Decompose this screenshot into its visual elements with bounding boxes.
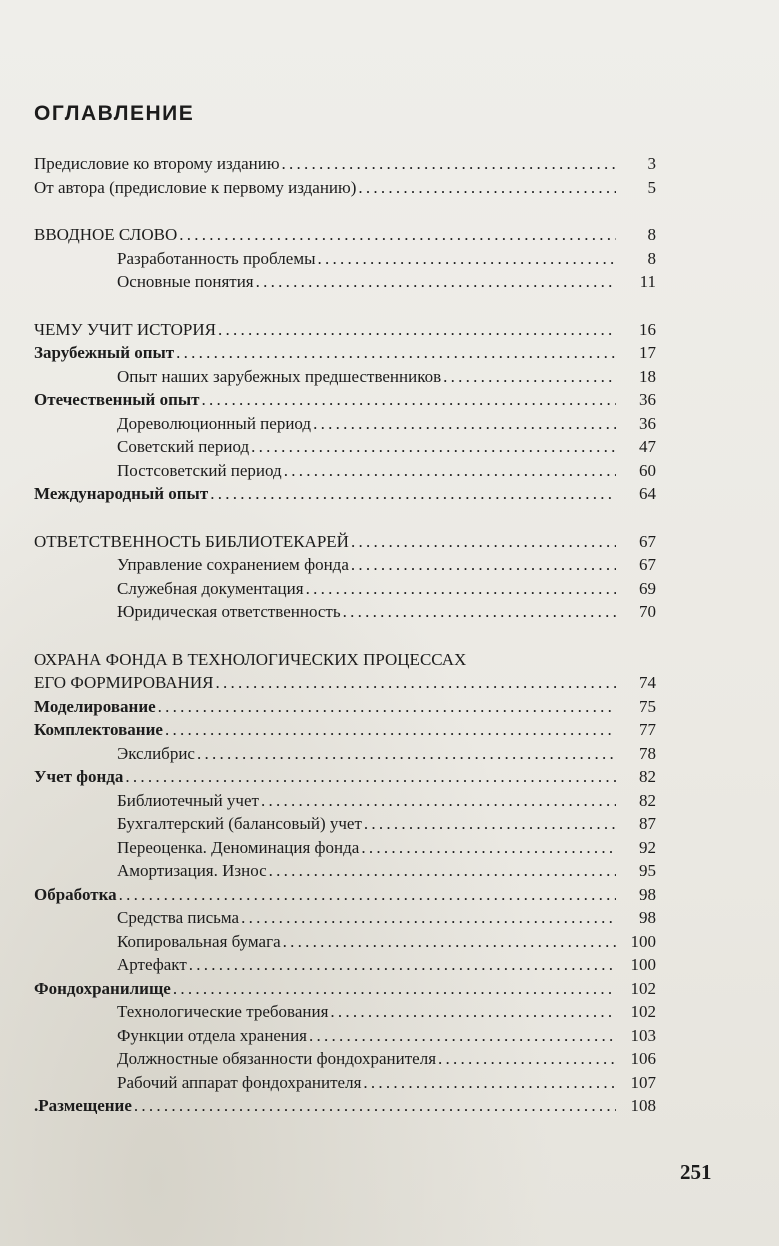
dot-leader — [282, 152, 616, 176]
toc-entry-title: Дореволюционный период — [117, 413, 312, 433]
toc-entry-page: 98 — [639, 884, 656, 904]
toc-entry-page: 47 — [639, 437, 656, 456]
toc-entry-title: Постсоветский период — [117, 460, 282, 480]
dot-leader — [358, 176, 616, 200]
toc-entry-page: 36 — [639, 390, 656, 409]
toc-entry-title: Переоценка. Деноминация фонда — [117, 837, 360, 857]
toc-entry — [34, 530, 656, 554]
dot-leader — [343, 600, 616, 624]
toc-entry — [34, 1047, 656, 1071]
dot-leader — [438, 1047, 616, 1071]
toc-entry-title: Функции отдела хранения — [117, 1025, 307, 1045]
toc-entry-page: 95 — [639, 861, 656, 880]
toc-entry-page: 5 — [647, 177, 656, 197]
toc-entry — [34, 1071, 656, 1095]
toc-entry-page: 82 — [639, 767, 656, 786]
dot-leader — [309, 1024, 616, 1048]
toc-entry-title: Юридическая ответственность — [117, 602, 341, 621]
toc-entry-title: ОХРАНА ФОНДА В ТЕХНОЛОГИЧЕСКИХ ПРОЦЕССАХ — [34, 649, 467, 669]
toc-heading: ОГЛАВЛЕНИЕ — [34, 102, 195, 125]
dot-leader — [165, 718, 616, 742]
toc-entry — [34, 1094, 656, 1118]
toc-entry-page: 108 — [630, 1096, 656, 1115]
toc-entry-title: Средства письма — [117, 908, 240, 927]
toc-entry-title: Артефакт — [117, 955, 187, 974]
dot-leader — [313, 412, 616, 436]
toc-entry-page: 60 — [639, 460, 656, 480]
toc-entry-title: Моделирование — [34, 696, 156, 716]
toc-entry-page: 8 — [647, 225, 656, 244]
dot-leader — [443, 365, 616, 389]
toc-entry — [34, 742, 656, 766]
toc-entry-page: 102 — [630, 1002, 656, 1021]
dot-leader — [158, 695, 616, 719]
toc-entry — [34, 318, 656, 342]
dot-leader — [251, 435, 616, 459]
toc-entry-page: 67 — [639, 555, 656, 574]
toc-entry — [34, 836, 656, 860]
toc-entry — [34, 812, 656, 836]
toc-entry-title: Служебная документация — [117, 578, 304, 598]
dot-leader — [269, 859, 616, 883]
toc-entry — [34, 883, 656, 907]
section-gap — [34, 199, 656, 223]
toc-entry-page: 87 — [639, 814, 656, 833]
dot-leader — [176, 341, 616, 365]
toc-entry-title: ОТВЕТСТВЕННОСТЬ БИБЛИОТЕКАРЕЙ — [34, 531, 349, 551]
toc-entry-page: 107 — [630, 1072, 656, 1092]
toc-entry — [34, 553, 656, 577]
toc-entry-page: 64 — [639, 484, 656, 503]
toc-entry-title: ВВОДНОЕ СЛОВО — [34, 225, 178, 244]
toc-entry-page: 69 — [639, 578, 656, 598]
toc-entry-title: Бухгалтерский (балансовый) учет — [117, 814, 362, 833]
page-number: 251 — [680, 1160, 712, 1184]
dot-leader — [351, 553, 616, 577]
toc-entry-title: Отечественный опыт — [34, 390, 200, 409]
dot-leader — [210, 482, 616, 506]
toc-entry — [34, 577, 656, 601]
toc-entry — [34, 247, 656, 271]
toc-entry — [34, 482, 656, 506]
toc-entry-page: 102 — [630, 978, 656, 998]
dot-leader — [179, 223, 616, 247]
toc-entry-page: 106 — [630, 1049, 656, 1068]
toc-entry-title: От автора (предисловие к первому изданию) — [34, 177, 357, 197]
toc-entry — [34, 435, 656, 459]
dot-leader — [318, 247, 617, 271]
toc-entry — [34, 223, 656, 247]
section-gap — [34, 506, 656, 530]
dot-leader — [361, 836, 616, 860]
toc-entry-title: Учет фонда — [34, 767, 124, 786]
toc-entry-page: 8 — [647, 248, 656, 268]
toc-entry — [34, 765, 656, 789]
toc-entry-page: 36 — [639, 413, 656, 433]
toc-entry-page: 100 — [630, 955, 656, 974]
toc-entry — [34, 953, 656, 977]
section-gap — [34, 624, 656, 648]
toc-entry-title: Опыт наших зарубежных предшественников — [117, 366, 442, 386]
dot-leader — [241, 906, 616, 930]
toc-entry-page: 100 — [630, 931, 656, 951]
toc-entry-title: Экслибрис — [117, 743, 195, 763]
dot-leader — [284, 459, 616, 483]
toc-entry-page: 11 — [639, 272, 656, 291]
toc-entry — [34, 412, 656, 436]
section-gap — [34, 294, 656, 318]
toc-entry-page: 16 — [639, 319, 656, 339]
toc-entry — [34, 718, 656, 742]
toc-entry-title: Советский период — [117, 437, 250, 456]
toc-entry-title: Предисловие ко второму изданию — [34, 154, 280, 173]
toc-entry — [34, 789, 656, 813]
dot-leader — [215, 671, 616, 695]
toc-entry-title: Библиотечный учет — [117, 790, 259, 810]
toc-entry-title: ЕГО ФОРМИРОВАНИЯ — [34, 673, 214, 692]
toc-entry — [34, 671, 656, 695]
dot-leader — [283, 930, 616, 954]
toc-entry — [34, 388, 656, 412]
toc-entry-page: 103 — [630, 1025, 656, 1045]
toc-entry — [34, 695, 656, 719]
toc-entry — [34, 270, 656, 294]
toc-entry-title: Основные понятия — [117, 272, 254, 291]
dot-leader — [330, 1000, 616, 1024]
dot-leader — [197, 742, 616, 766]
toc-entry-page: 3 — [647, 154, 656, 173]
toc-entry — [34, 648, 656, 672]
toc-entry-title: Разработанность проблемы — [117, 248, 316, 268]
toc-entry-title: Рабочий аппарат фондохранителя — [117, 1072, 362, 1092]
dot-leader — [125, 765, 616, 789]
toc-entry-page: 82 — [639, 790, 656, 810]
toc-entry-page: 18 — [639, 366, 656, 386]
toc-entry-page: 92 — [639, 837, 656, 857]
toc-entry-page: 74 — [639, 673, 656, 692]
toc-entry-title: Международный опыт — [34, 484, 209, 503]
dot-leader — [189, 953, 616, 977]
toc-entry-title: Комплектование — [34, 720, 163, 739]
toc-entry — [34, 365, 656, 389]
toc-entry-page: 77 — [639, 720, 656, 739]
dot-leader — [134, 1094, 616, 1118]
toc-entry-page: 78 — [639, 743, 656, 763]
toc-entry — [34, 459, 656, 483]
dot-leader — [218, 318, 616, 342]
toc-entry-page: 67 — [639, 531, 656, 551]
dot-leader — [201, 388, 616, 412]
toc-entry-title: Технологические требования — [117, 1002, 329, 1021]
toc-entry — [34, 906, 656, 930]
toc-entry-title: Копировальная бумага — [117, 931, 281, 951]
dot-leader — [173, 977, 616, 1001]
toc-entry-title: Должностные обязанности фондохранителя — [117, 1049, 437, 1068]
toc-entry-title: Фондохранилище — [34, 978, 171, 998]
dot-leader — [256, 270, 616, 294]
toc-entry-title: ЧЕМУ УЧИТ ИСТОРИЯ — [34, 319, 216, 339]
toc-entry-title: Зарубежный опыт — [34, 343, 175, 362]
toc-entry-title: Управление сохранением фонда — [117, 555, 349, 574]
toc-entry — [34, 859, 656, 883]
toc-entry-page: 17 — [639, 343, 656, 362]
toc-entry-title: Обработка — [34, 884, 117, 904]
toc-entry-page: 70 — [639, 602, 656, 621]
toc-entry — [34, 977, 656, 1001]
dot-leader — [119, 883, 616, 907]
dot-leader — [363, 1071, 616, 1095]
dot-leader — [261, 789, 616, 813]
dot-leader — [306, 577, 616, 601]
toc-entry-title: .Размещение — [34, 1096, 132, 1115]
toc-entry — [34, 176, 656, 200]
toc-entry-title: Амортизация. Износ — [117, 861, 267, 880]
toc-entry-page: 98 — [639, 908, 656, 927]
toc-entry — [34, 1000, 656, 1024]
toc-entry-page: 75 — [639, 696, 656, 716]
toc-entry — [34, 600, 656, 624]
table-of-contents — [34, 152, 656, 1118]
toc-entry — [34, 1024, 656, 1048]
toc-entry — [34, 930, 656, 954]
dot-leader — [364, 812, 616, 836]
toc-entry — [34, 152, 656, 176]
dot-leader — [351, 530, 616, 554]
toc-entry — [34, 341, 656, 365]
